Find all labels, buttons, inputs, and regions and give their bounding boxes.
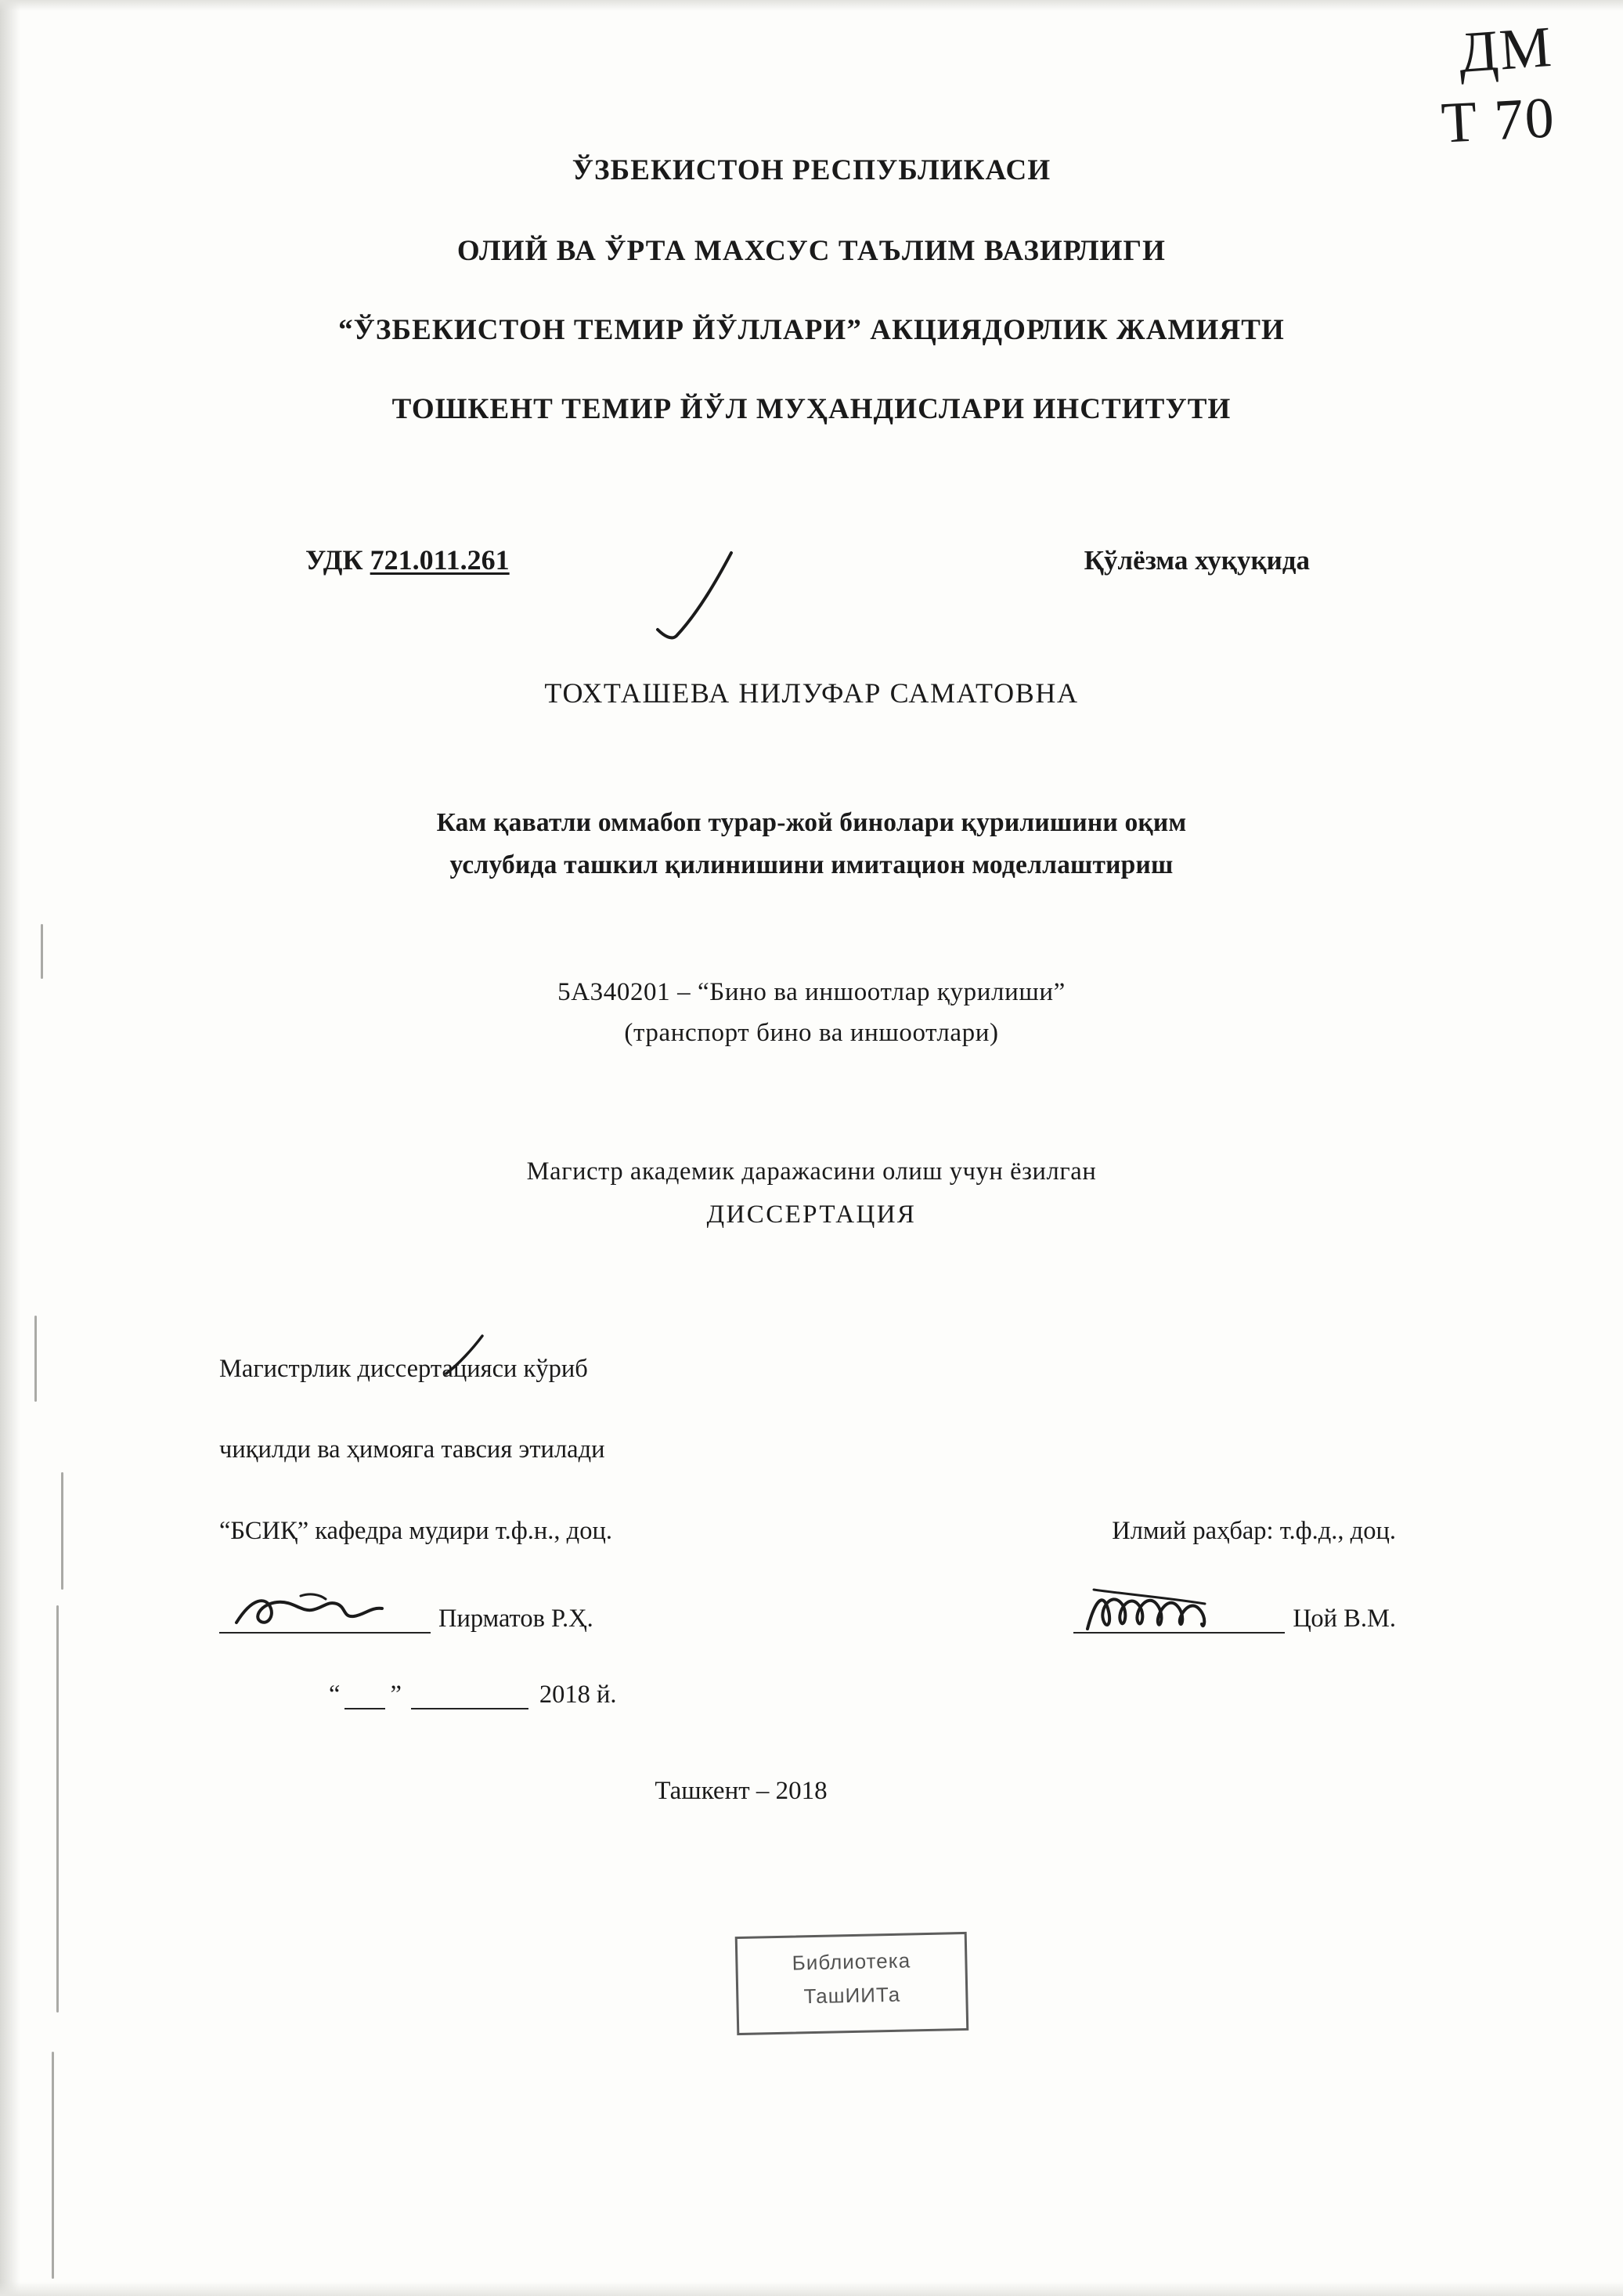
degree-block xyxy=(94,1151,1529,1236)
thesis-title-line-1: Кам қаватли оммабоп турар-жой бинолари қурилишини оқим xyxy=(436,808,1187,837)
scan-edge-bottom xyxy=(0,2282,1623,2296)
left-signer-name: Пирматов Р.Ҳ. xyxy=(438,1604,593,1633)
date-line xyxy=(94,1680,1529,1709)
approval-line-2: чиқилди ва ҳимояга тавсия этилади xyxy=(219,1435,605,1464)
right-signer-name: Цой В.М. xyxy=(1293,1604,1396,1633)
date-quote-open: “ xyxy=(329,1680,341,1709)
library-stamp-line-2: ТашИИТа xyxy=(803,1982,901,2009)
thesis-title-line-2: услубида ташкил қилинишини имитацион моделлаштириш xyxy=(449,850,1174,880)
date-day-blank xyxy=(344,1688,385,1709)
signature-roles-row xyxy=(94,1517,1529,1546)
handwritten-signature-icon xyxy=(1080,1588,1275,1637)
udk-row xyxy=(94,543,1529,576)
left-signature-line xyxy=(219,1590,431,1634)
degree-purpose: Магистр академик даражасини олиш учун ёзилган xyxy=(526,1157,1097,1186)
udk-number: 721.011.261 xyxy=(370,544,510,576)
institution-line-3: “ЎЗБЕКИСТОН ТЕМИР ЙЎЛЛАРИ” АКЦИЯДОРЛИК ЖАМИЯТИ xyxy=(338,314,1285,346)
approval-block xyxy=(94,1354,1529,1465)
place-and-year: Ташкент – 2018 xyxy=(655,1776,828,1805)
approval-line-1: Магистрлик диссертацияси кўриб xyxy=(219,1354,588,1383)
handwritten-mark-t70: Т 70 xyxy=(1440,85,1558,156)
right-role-label: Илмий раҳбар: т.ф.д., доц. xyxy=(1112,1516,1396,1545)
handwritten-mark-dm: ДМ xyxy=(1455,14,1555,86)
udk-code xyxy=(305,543,510,576)
handwritten-signature-icon xyxy=(225,1588,421,1637)
date-month-blank xyxy=(411,1688,528,1709)
specialty-code: 5А340201 – “Бино ва иншоотлар қурилиши” xyxy=(557,977,1066,1006)
date-year: 2018 й. xyxy=(539,1680,617,1709)
right-signature-slot xyxy=(1073,1590,1396,1634)
specialty-block xyxy=(94,972,1529,1055)
right-signature-line xyxy=(1073,1590,1285,1634)
manuscript-right-note: Қўлёзма хуқуқида xyxy=(1084,545,1310,576)
thesis-title xyxy=(94,802,1529,887)
handwritten-slash-icon xyxy=(650,548,744,650)
institution-line-2: ОЛИЙ ВА ЎРТА МАХСУС ТАЪЛИМ ВАЗИРЛИГИ xyxy=(456,235,1167,267)
author-name: ТОХТАШЕВА НИЛУФАР САМАТОВНА xyxy=(544,677,1079,709)
udk-label: УДК xyxy=(305,544,363,576)
library-stamp-line-1: Библиотека xyxy=(792,1948,911,1975)
institution-line-1: ЎЗБЕКИСТОН РЕСПУБЛИКАСИ xyxy=(572,154,1051,186)
signature-names-row xyxy=(94,1590,1529,1634)
institution-line-4: ТОШКЕНТ ТЕМИР ЙЎЛ МУҲАНДИСЛАРИ ИНСТИТУТИ xyxy=(391,393,1232,425)
degree-type: ДИССЕРТАЦИЯ xyxy=(706,1200,917,1229)
left-signature-slot xyxy=(219,1590,593,1634)
binding-mark xyxy=(52,2052,54,2279)
handwritten-tick-icon xyxy=(438,1331,493,1378)
library-stamp xyxy=(735,1932,969,2035)
specialty-subfield: (транспорт бино ва иншоотлари) xyxy=(624,1019,999,1048)
date-quote-close: ” xyxy=(390,1680,402,1709)
left-role-label: “БСИҚ” кафедра мудири т.ф.н., доц. xyxy=(219,1516,612,1545)
